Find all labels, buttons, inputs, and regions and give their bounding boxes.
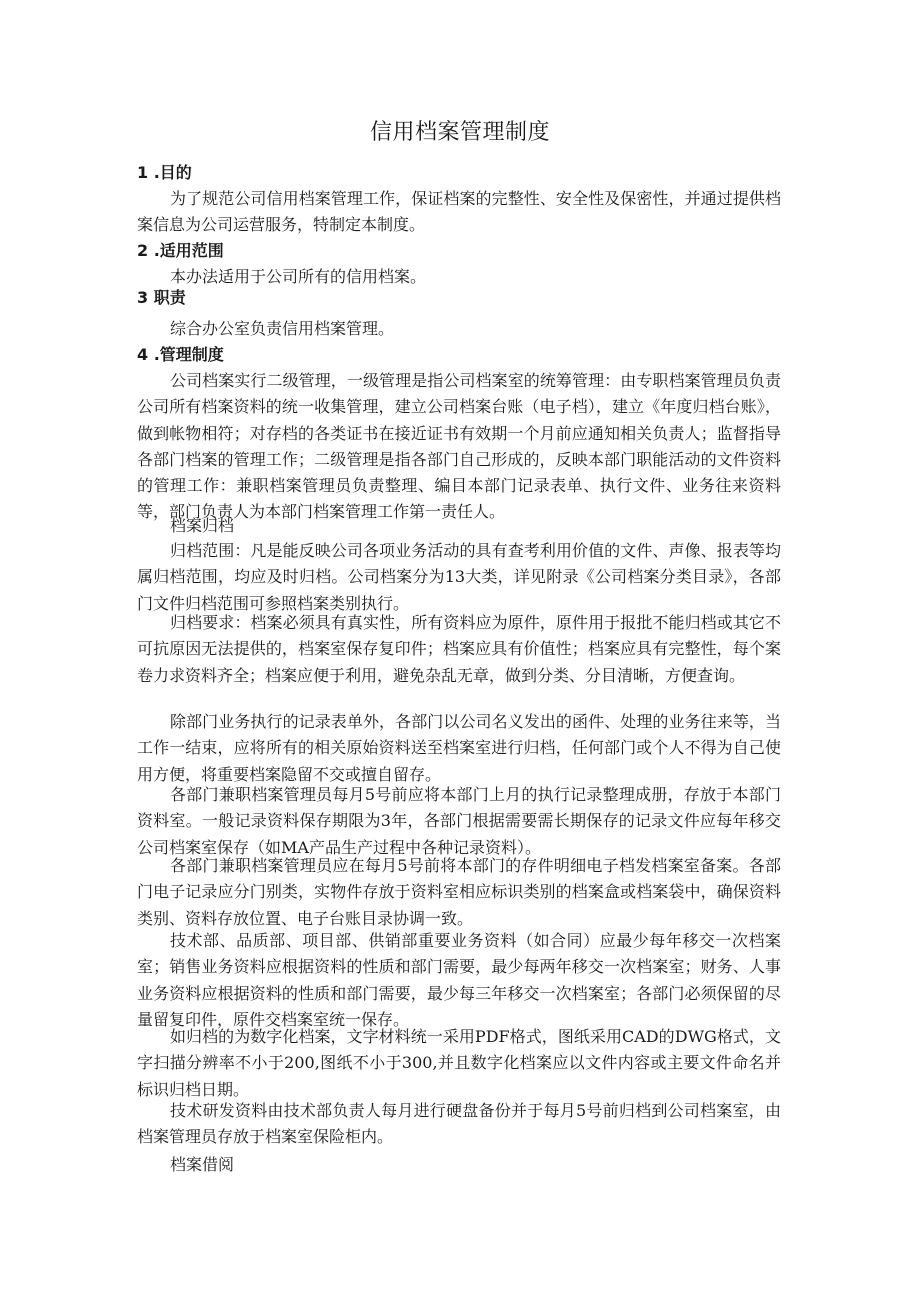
- subheading-borrowing: 档案借阅: [170, 1155, 235, 1174]
- paragraph-archiving-monthly-records: 各部门兼职档案管理员每月5号前应将本部门上月的执行记录整理成册，存放于本部门资料室。一般记录资料保存期限为3年，各部门根据需要需长期保存的记录文件应每年移交公司档案室保存（如MA产品生产过程中各种记录资料）。: [137, 785, 781, 857]
- document-title: 信用档案管理制度: [369, 120, 550, 145]
- section-heading-purpose: 1 .目的: [137, 163, 192, 182]
- paragraph-management: 公司档案实行二级管理，一级管理是指公司档案室的统筹管理：由专职档案管理员负责公司所有档案资料的统一收集管理，建立公司档案台账（电子档），建立《年度归档台账》，做到帐物相符；对存档的各类证书在接近证书有效期一个月前应通知相关负责人；监督指导各部门档案的管理工作；二级管理是指各部门自己形成的，反映本部门职能活动的文件资料的管理工作：兼职档案管理员负责整理、编目本部门记录表单、执行文件、业务往来资料等，部门负责人为本部门档案管理工作第一责任人。: [137, 371, 781, 522]
- paragraph-archiving-digital: 如归档的为数字化档案，文字材料统一采用PDF格式，图纸采用CAD的DWG格式，文字扫描分辨率不小于200,图纸不小于300,并且数字化档案应以文件内容或主要文件命名并标识归档日期。: [137, 1027, 781, 1099]
- paragraph-archiving-business-records: 除部门业务执行的记录表单外，各部门以公司名义发出的函件、处理的业务往来等，当工作一结束，应将所有的相关原始资料送至档案室进行归档，任何部门或个人不得为自己使用方便，将重要档案隐留不交或擅自留存。: [137, 712, 781, 784]
- paragraph-archiving-transfer: 技术部、品质部、项目部、供销部重要业务资料（如合同）应最少每年移交一次档案室；销售业务资料应根据资料的性质和部门需要，最少每两年移交一次档案室；财务、人事业务资料应根据资料的性质和部门需要，最少每三年移交一次档案室；各部门必须保留的尽量留复印件，原件交档案室统一保存。: [137, 931, 781, 1029]
- section-heading-management: 4 .管理制度: [137, 345, 224, 364]
- section-heading-duties: 3 职责: [137, 288, 186, 307]
- subheading-archiving: 档案归档: [170, 516, 235, 535]
- paragraph-scope: 本办法适用于公司所有的信用档案。: [170, 267, 427, 286]
- paragraph-purpose: 为了规范公司信用档案管理工作，保证档案的完整性、安全性及保密性，并通过提供档案信息为公司运营服务，特制定本制度。: [137, 189, 781, 235]
- paragraph-archiving-requirements: 归档要求：档案必须具有真实性，所有资料应为原件，原件用于报批不能归档或其它不可抗原因无法提供的，档案室保存复印件；档案应具有价值性；档案应具有完整性，每个案卷力求资料齐全；档案应便于利用，避免杂乱无章，做到分类、分目清晰，方便查询。: [137, 613, 781, 685]
- paragraph-archiving-electronic: 各部门兼职档案管理员应在每月5号前将本部门的存件明细电子档发档案室备案。各部门电子记录应分门别类，实物件存放于资料室相应标识类别的档案盒或档案袋中，确保资料类别、资料存放位置、电子台账目录协调一致。: [137, 856, 781, 928]
- paragraph-duties: 综合办公室负责信用档案管理。: [170, 319, 395, 338]
- paragraph-archiving-scope: 归档范围：凡是能反映公司各项业务活动的具有查考利用价值的文件、声像、报表等均属归档范围，均应及时归档。公司档案分为13大类，详见附录《公司档案分类目录》，各部门文件归档范围可参照档案类别执行。: [137, 541, 781, 613]
- section-heading-scope: 2 .适用范围: [137, 241, 224, 260]
- paragraph-archiving-rnd: 技术研发资料由技术部负责人每月进行硬盘备份并于每月5号前归档到公司档案室，由档案管理员存放于档案室保险柜内。: [137, 1101, 781, 1147]
